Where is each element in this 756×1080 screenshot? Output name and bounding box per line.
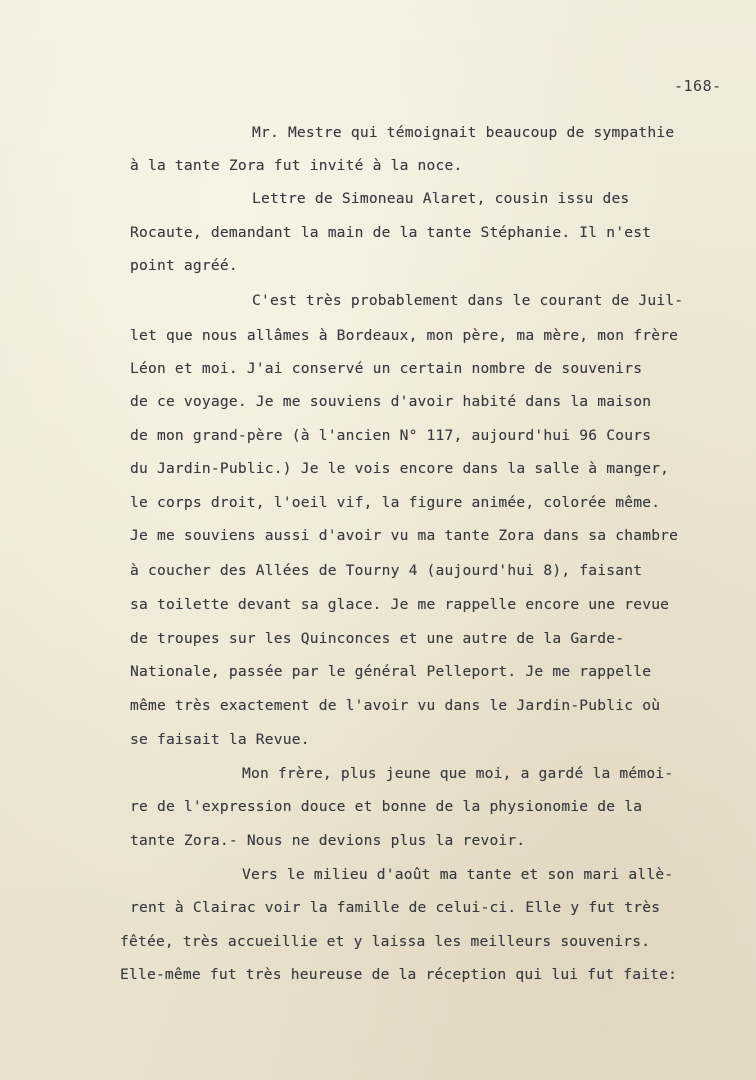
text-line: C'est très probablement dans le courant de Juil-: [252, 292, 684, 309]
text-line: à la tante Zora fut invité à la noce.: [130, 157, 463, 174]
text-line: rent à Clairac voir la famille de celui-ci. Elle y fut très: [130, 899, 661, 916]
bleed-through-text: [110, 1010, 750, 1060]
text-line: let que nous allâmes à Bordeaux, mon père, ma mère, mon frère: [130, 327, 679, 344]
text-line: du Jardin-Public.) Je le vois encore dans la salle à manger,: [130, 460, 670, 477]
text-line: de troupes sur les Quinconces et une autre de la Garde-: [130, 630, 625, 647]
text-line: Léon et moi. J'ai conservé un certain nombre de souvenirs: [130, 360, 643, 377]
text-line: de mon grand-père (à l'ancien N° 117, aujourd'hui 96 Cours: [130, 427, 652, 444]
text-line: même très exactement de l'avoir vu dans le Jardin-Public où: [130, 697, 661, 714]
text-line: Vers le milieu d'août ma tante et son mari allè-: [242, 866, 674, 883]
page-number: -168-: [674, 77, 722, 95]
text-line: Mr. Mestre qui témoignait beaucoup de sympathie: [252, 124, 675, 141]
text-line: sa toilette devant sa glace. Je me rappelle encore une revue: [130, 596, 670, 613]
text-line: Rocaute, demandant la main de la tante Stéphanie. Il n'est: [130, 224, 652, 241]
text-line: Elle-même fut très heureuse de la réception qui lui fut faite:: [120, 966, 678, 983]
text-line: le corps droit, l'oeil vif, la figure animée, colorée même.: [130, 494, 661, 511]
text-line: fêtée, très accueillie et y laissa les meilleurs souvenirs.: [120, 933, 651, 950]
text-line: re de l'expression douce et bonne de la physionomie de la: [130, 798, 643, 815]
text-line: de ce voyage. Je me souviens d'avoir habité dans la maison: [130, 393, 652, 410]
text-line: Mon frère, plus jeune que moi, a gardé la mémoi-: [242, 765, 674, 782]
text-line: Lettre de Simoneau Alaret, cousin issu des: [252, 190, 630, 207]
text-line: tante Zora.- Nous ne devions plus la revoir.: [130, 832, 526, 849]
text-line: Je me souviens aussi d'avoir vu ma tante Zora dans sa chambre: [130, 527, 679, 544]
text-line: à coucher des Allées de Tourny 4 (aujourd'hui 8), faisant: [130, 562, 643, 579]
text-line: Nationale, passée par le général Pelleport. Je me rappelle: [130, 663, 652, 680]
text-line: point agréé.: [130, 257, 238, 274]
text-line: se faisait la Revue.: [130, 731, 310, 748]
